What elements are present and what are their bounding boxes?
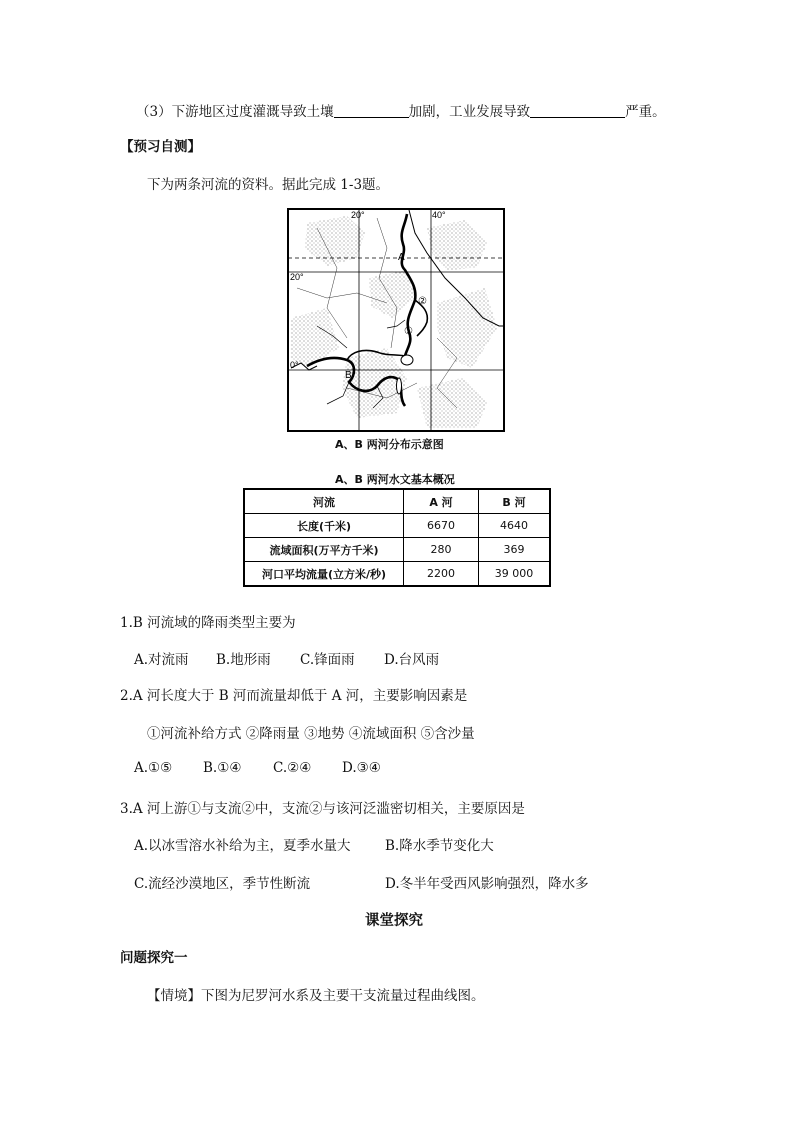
table-cell: 流域面积(万平方千米) bbox=[244, 538, 404, 562]
option-b[interactable]: B.①④ bbox=[203, 760, 242, 776]
table-row bbox=[244, 538, 550, 562]
table-cell: 39 000 bbox=[479, 562, 551, 587]
lat-label: 20° bbox=[290, 272, 304, 282]
answer-blank[interactable] bbox=[334, 103, 409, 118]
hydrology-table bbox=[243, 488, 551, 587]
table-row bbox=[244, 514, 550, 538]
option-d[interactable]: D.冬半年受西风影响强烈，降水多 bbox=[385, 876, 589, 892]
option-a[interactable]: A.以冰雪溶水补给为主，夏季水量大 bbox=[134, 838, 351, 854]
option-a[interactable]: A.①⑤ bbox=[134, 760, 173, 776]
river-label-a: A bbox=[398, 252, 405, 263]
question-text: （3）下游地区过度灌溉导致土壤 bbox=[136, 104, 334, 120]
option-c[interactable]: C.锋面雨 bbox=[300, 652, 355, 668]
table-cell: 280 bbox=[404, 538, 479, 562]
lon-label: 40° bbox=[432, 210, 446, 220]
table-row bbox=[244, 562, 550, 587]
lake bbox=[401, 355, 413, 365]
option-b[interactable]: B.降水季节变化大 bbox=[385, 838, 494, 854]
factor-list: ①河流补给方式 ②降雨量 ③地势 ④流域面积 ⑤含沙量 bbox=[147, 726, 475, 742]
table-header: A 河 bbox=[404, 489, 479, 514]
table-header: B 河 bbox=[479, 489, 551, 514]
situation-text: 【情境】下图为尼罗河水系及主要干支流量过程曲线图。 bbox=[147, 988, 485, 1004]
answer-blank[interactable] bbox=[530, 103, 625, 118]
question-text: 严重。 bbox=[625, 104, 666, 120]
option-c[interactable]: C.②④ bbox=[273, 760, 312, 776]
intro-text: 下为两条河流的资料。据此完成 1-3题。 bbox=[147, 177, 390, 193]
table-cell: 4640 bbox=[479, 514, 551, 538]
table-cell: 河口平均流量(立方米/秒) bbox=[244, 562, 404, 587]
question-1-stem: 1.B 河流域的降雨类型主要为 bbox=[120, 615, 296, 631]
question-3-stem: 3.A 河上游①与支流②中，支流②与该河泛滥密切相关，主要原因是 bbox=[120, 801, 525, 817]
map-caption: A、B 两河分布示意图 bbox=[335, 438, 444, 451]
option-b[interactable]: B.地形雨 bbox=[216, 652, 271, 668]
table-cell: 369 bbox=[479, 538, 551, 562]
tributary-label-1: ① bbox=[404, 326, 413, 337]
river-distribution-map bbox=[287, 208, 505, 432]
lon-label: 20° bbox=[351, 210, 365, 220]
table-header-row bbox=[244, 489, 550, 514]
section-heading-class: 课堂探究 bbox=[365, 912, 423, 929]
section-heading-preview: 【预习自测】 bbox=[120, 139, 201, 155]
question-2-stem: 2.A 河长度大于 B 河而流量却低于 A 河，主要影响因素是 bbox=[120, 688, 468, 704]
option-a[interactable]: A.对流雨 bbox=[134, 652, 189, 668]
table-cell: 2200 bbox=[404, 562, 479, 587]
table-cell: 6670 bbox=[404, 514, 479, 538]
lat-label: 0° bbox=[290, 360, 299, 370]
section-heading-problem: 问题探究一 bbox=[120, 950, 188, 966]
fill-in-question-3 bbox=[136, 100, 666, 120]
option-d[interactable]: D.③④ bbox=[342, 760, 381, 776]
river-label-b: B bbox=[345, 370, 352, 381]
table-cell: 长度(千米) bbox=[244, 514, 404, 538]
table-title: A、B 两河水文基本概况 bbox=[335, 473, 455, 486]
question-text: 加剧，工业发展导致 bbox=[408, 104, 531, 120]
tributary-label-2: ② bbox=[418, 296, 427, 307]
lake bbox=[397, 378, 402, 394]
table-header: 河流 bbox=[244, 489, 404, 514]
option-d[interactable]: D.台风雨 bbox=[384, 652, 440, 668]
option-c[interactable]: C.流经沙漠地区，季节性断流 bbox=[134, 876, 311, 892]
